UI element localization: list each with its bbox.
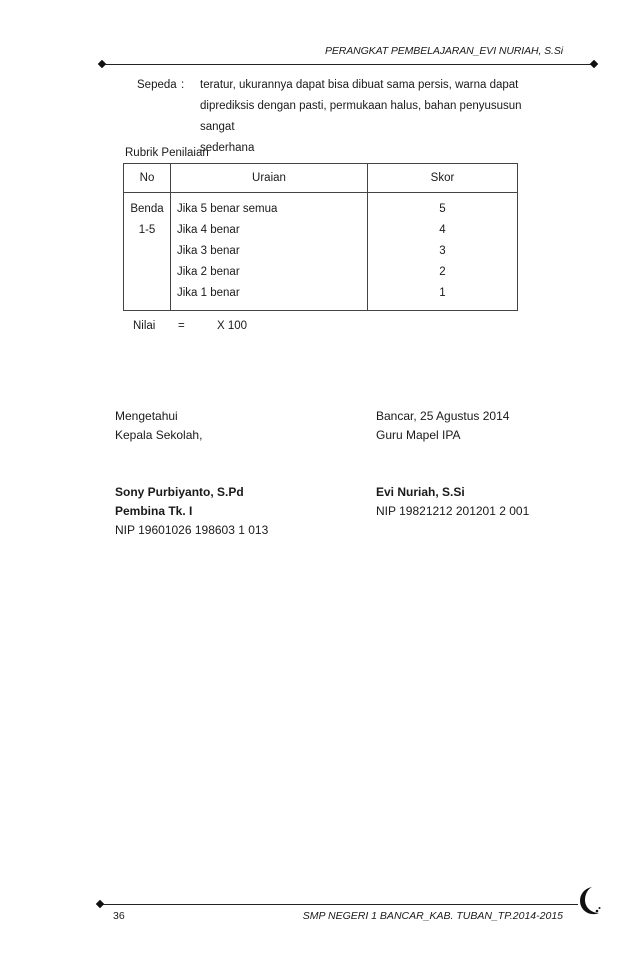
uraian-item: Jika 4 benar xyxy=(177,224,240,236)
signature-left-line1: Mengetahui xyxy=(115,409,178,423)
signature-right-nip: NIP 19821212 201201 2 001 xyxy=(376,504,530,518)
uraian-item: Jika 2 benar xyxy=(177,266,240,278)
no-line: 1-5 xyxy=(138,224,156,236)
uraian-item: Jika 5 benar semua xyxy=(177,203,278,215)
skor-item: 1 xyxy=(439,287,446,299)
header-rule xyxy=(102,64,595,65)
signature-left-rank: Pembina Tk. I xyxy=(115,504,193,518)
definition-line: teratur, ukurannya dapat bisa dibuat sama persis, warna dapat xyxy=(200,79,519,91)
rubric-title: Rubrik Penilaian xyxy=(125,147,209,159)
crescent-moon-icon xyxy=(576,884,602,923)
signature-left-nip: NIP 19601026 198603 1 013 xyxy=(115,523,269,537)
footer-school: SMP NEGERI 1 BANCAR_KAB. TUBAN_TP.2014-2015 xyxy=(302,910,563,922)
signature-right-line1: Bancar, 25 Agustus 2014 xyxy=(376,409,510,423)
signature-right-line2: Guru Mapel IPA xyxy=(376,428,461,442)
definition-text xyxy=(200,75,550,159)
definition-line: sederhana xyxy=(200,142,255,154)
signature-left-identity xyxy=(115,483,268,540)
skor-item: 2 xyxy=(439,266,446,278)
signature-right-identity xyxy=(376,483,529,521)
skor-item: 4 xyxy=(439,224,446,236)
uraian-item: Jika 3 benar xyxy=(177,245,240,257)
header-no: No xyxy=(124,164,171,193)
no-line: Benda xyxy=(130,203,164,215)
definition-line: diprediksis dengan pasti, permukaan halus, bahan penyususun sangat xyxy=(200,100,522,133)
definition-colon: : xyxy=(181,79,185,91)
header-rule-right-diamond xyxy=(590,60,598,68)
rubric-table xyxy=(123,163,518,311)
rubric-header-row xyxy=(124,164,518,193)
formula-label: Nilai xyxy=(133,320,156,332)
rubric-no-cell xyxy=(124,193,171,311)
rubric-body-row xyxy=(124,193,518,311)
footer-rule xyxy=(100,904,578,905)
signature-right-name: Evi Nuriah, S.Si xyxy=(376,485,465,499)
definition-term: Sepeda xyxy=(137,79,177,91)
formula-value: X 100 xyxy=(217,320,248,332)
signature-left-line2: Kepala Sekolah, xyxy=(115,428,203,442)
header-uraian: Uraian xyxy=(171,164,368,193)
footer-page-number: 36 xyxy=(113,910,125,922)
header-rule-left-diamond xyxy=(98,60,106,68)
skor-item: 5 xyxy=(439,203,446,215)
signature-left-heading xyxy=(115,407,202,445)
header-title: PERANGKAT PEMBELAJARAN_EVI NURIAH, S.Si xyxy=(324,45,563,57)
signature-left-name: Sony Purbiyanto, S.Pd xyxy=(115,485,244,499)
header-skor: Skor xyxy=(368,164,518,193)
rubric-skor-cell xyxy=(368,193,518,311)
uraian-item: Jika 1 benar xyxy=(177,287,240,299)
formula-equals: = xyxy=(178,320,185,332)
rubric-uraian-cell xyxy=(171,193,368,311)
skor-item: 3 xyxy=(439,245,446,257)
footer-rule-left-diamond xyxy=(96,900,104,908)
signature-right-heading xyxy=(376,407,509,445)
